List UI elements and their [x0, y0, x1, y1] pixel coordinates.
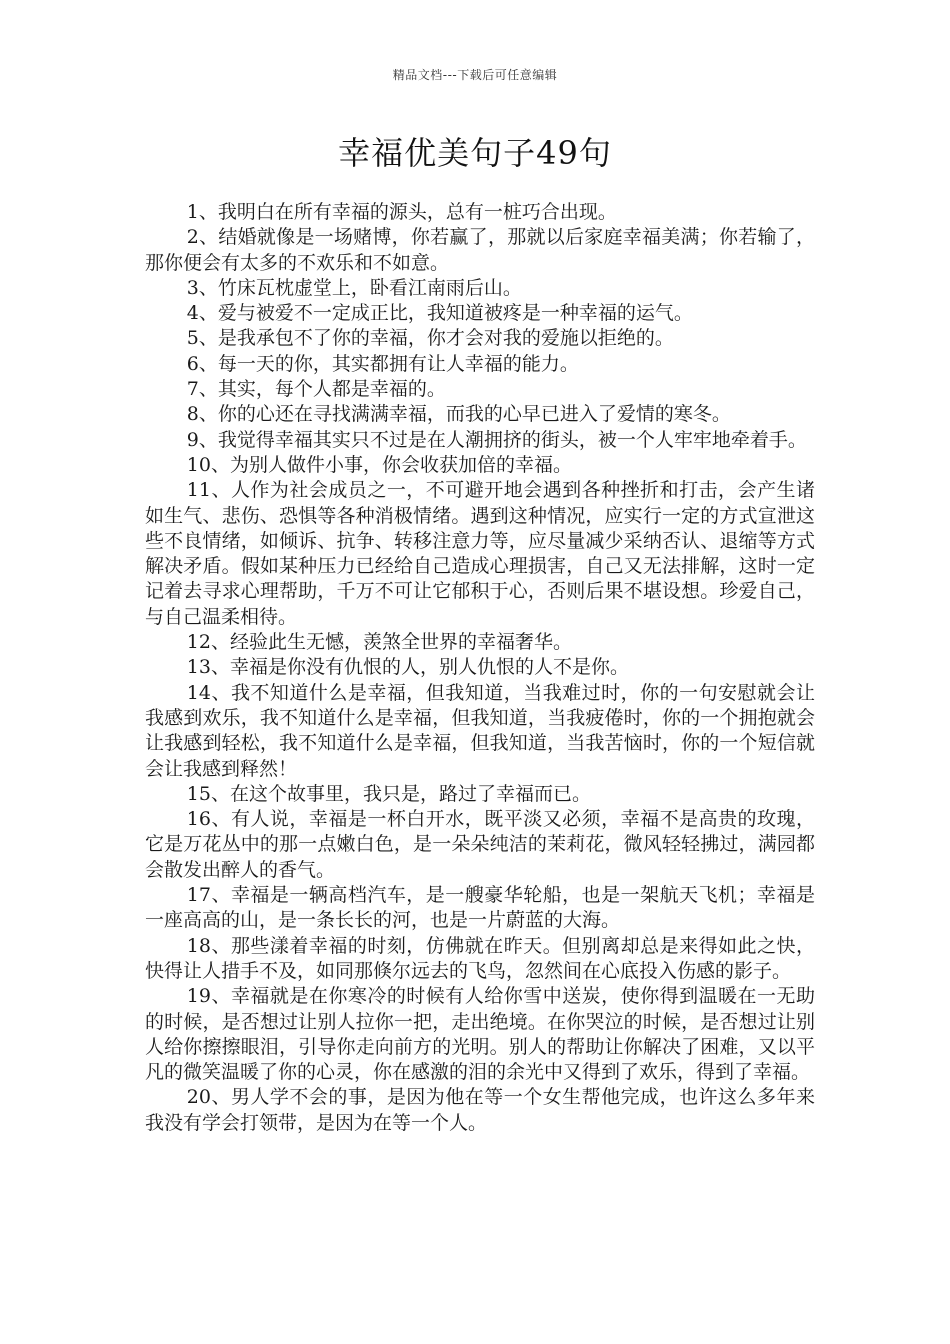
paragraph-8: 8、你的心还在寻找满满幸福，而我的心早已进入了爱情的寒冬。 — [186, 403, 731, 426]
paragraph-5: 5、是我承包不了你的幸福，你才会对我的爱施以拒绝的。 — [186, 327, 674, 350]
paragraph-12: 12、经验此生无憾，羡煞全世界的幸福奢华。 — [186, 631, 572, 654]
paragraph-15: 15、在这个故事里，我只是，路过了幸福而已。 — [186, 782, 591, 805]
document-title: 幸福优美句子49句 — [338, 134, 612, 172]
paragraph-9: 9、我觉得幸福其实只不过是在人潮拥挤的街头，被一个人牢牢地牵着手。 — [186, 428, 807, 451]
paragraph-16: 16、有人说，幸福是一杯白开水，既平淡又必须，幸福不是高贵的玫瑰，它是万花丛中的那一点嫩白色，是一朵朵纯洁的茉莉花，微风轻轻拂过，满园都会散发出醉人的香气。 — [145, 808, 815, 881]
paragraph-4: 4、爱与被爱不一定成正比，我知道被疼是一种幸福的运气。 — [186, 302, 693, 325]
paragraph-17: 17、幸福是一辆高档汽车，是一艘豪华轮船，也是一架航天飞机；幸福是一座高高的山，是一条长长的河，也是一片蔚蓝的大海。 — [145, 884, 815, 932]
paragraph-10: 10、为别人做件小事，你会收获加倍的幸福。 — [186, 453, 572, 476]
paragraph-7: 7、其实，每个人都是幸福的。 — [186, 378, 446, 401]
paragraph-18: 18、那些漾着幸福的时刻，仿佛就在昨天。但别离却总是来得如此之快，快得让人措手不及，如同那倏尔远去的飞鸟，忽然间在心底投入伤感的影子。 — [145, 934, 815, 982]
paragraph-1: 1、我明白在所有幸福的源头，总有一桩巧合出现。 — [186, 201, 617, 223]
paragraph-2: 2、结婚就像是一场赌博，你若赢了，那就以后家庭幸福美满；你若输了，那你便会有太多的不欢乐和不如意。 — [145, 226, 815, 274]
paragraph-19: 19、幸福就是在你寒冷的时候有人给你雪中送炭，使你得到温暖在一无助的时候，是否想过让别人拉你一把，走出绝境。在你哭泣的时候，是否想过让别人给你擦擦眼泪，引导你走向前方的光明。别人的帮助让你解决了困难，又以平凡的微笑温暖了你的心灵，你在感激的泪的余光中又得到了欢乐，得到了幸福。 — [145, 985, 815, 1084]
paragraph-3: 3、竹床瓦枕虚堂上，卧看江南雨后山。 — [186, 276, 522, 299]
paragraph-13: 13、幸福是你没有仇恨的人，别人仇恨的人不是你。 — [186, 656, 629, 679]
paragraph-11: 11、人作为社会成员之一，不可避开地会遇到各种挫折和打击，会产生诸如生气、悲伤、恐惧等各种消极情绪。遇到这种情况，应实行一定的方式宣泄这些不良情绪，如倾诉、抗争、转移注意力等，应尽量减少采纳否认、退缩等方式解决矛盾。假如某种压力已经给自己造成心理损害，自己又无法排解，这时一定记着去寻求心理帮助，千万不可让它郁积于心，否则后果不堪设想。珍爱自己，与自己温柔相待。 — [145, 479, 815, 628]
paragraph-6: 6、每一天的你，其实都拥有让人幸福的能力。 — [186, 352, 579, 375]
paragraph-14: 14、我不知道什么是幸福，但我知道，当我难过时，你的一句安慰就会让我感到欢乐，我不知道什么是幸福，但我知道，当我疲倦时，你的一个拥抱就会让我感到轻松，我不知道什么是幸福，但我知道，当我苦恼时，你的一个短信就会让我感到释然！ — [145, 681, 815, 780]
document-body — [145, 200, 815, 1136]
paragraph-20: 20、男人学不会的事，是因为他在等一个女生帮他完成，也许这么多年来我没有学会打领带，是因为在等一个人。 — [145, 1086, 815, 1134]
page-header: 精品文档---下载后可任意编辑 — [392, 68, 558, 82]
